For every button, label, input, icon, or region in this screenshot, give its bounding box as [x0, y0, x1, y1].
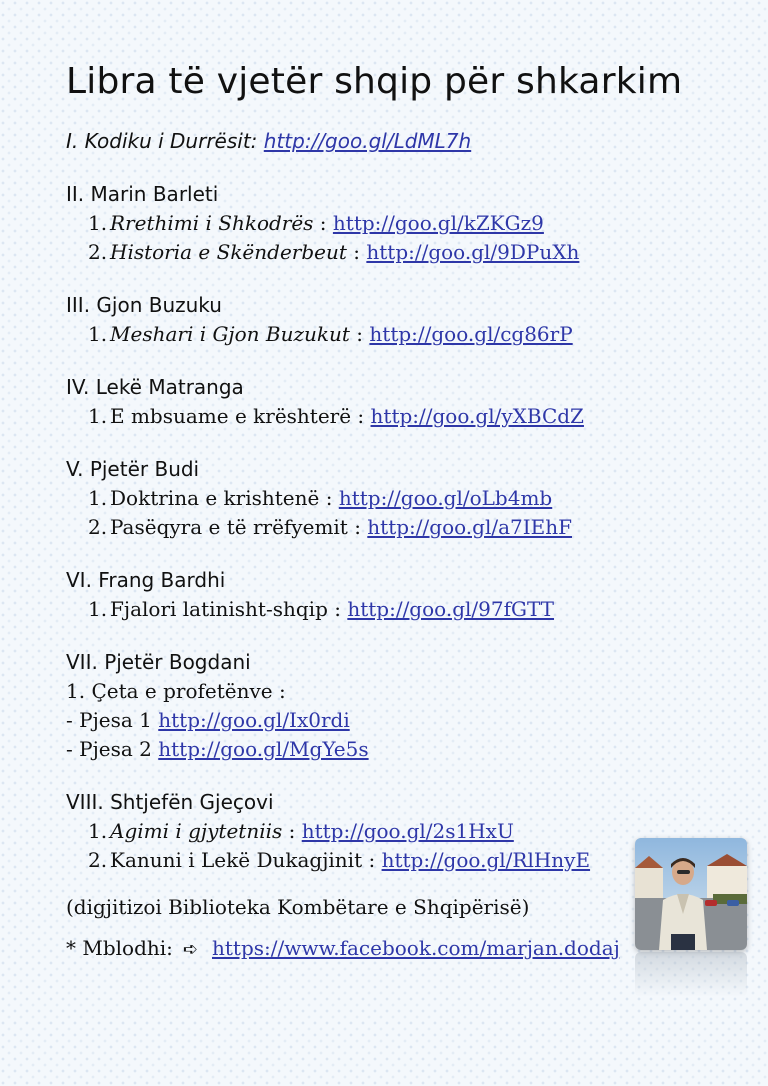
book-link[interactable]: http://goo.gl/cg86rP [369, 322, 573, 347]
list-item: 1. Fjalori latinisht-shqip : http://goo.gl/97fGTT [88, 597, 555, 622]
book-link[interactable]: http://goo.gl/RlHnyE [381, 848, 591, 873]
book-link[interactable]: http://goo.gl/MgYe5s [158, 737, 369, 762]
section-kodiku [66, 127, 746, 156]
section-buzuku [66, 291, 746, 349]
book-link[interactable]: http://goo.gl/Ix0rdi [158, 708, 350, 733]
book-title: Fjalori latinisht-shqip [110, 597, 328, 622]
book-title: Agimi i gjytetniis [110, 819, 283, 844]
book-title: E mbsuame e krështerë [110, 404, 352, 429]
digitization-note: (digjitizoi Biblioteka Kombëtare e Shqipërisë) [66, 895, 530, 920]
book-title: Kanuni i Lekë Dukagjinit [110, 848, 363, 873]
section-matranga [66, 373, 746, 431]
section-heading: VIII. Shtjefën Gjeçovi [66, 790, 274, 815]
list-item: - Pjesa 1 http://goo.gl/Ix0rdi [66, 708, 350, 733]
book-title: Meshari i Gjon Buzukut [110, 322, 350, 347]
book-link[interactable]: http://goo.gl/9DPuXh [366, 240, 580, 265]
arrow-icon: ➪ [182, 939, 198, 961]
list-item: 2. Historia e Skënderbeut : http://goo.gl/9DPuXh [88, 240, 580, 265]
list-item: 1. E mbsuame e krështerë : http://goo.gl/yXBCdZ [88, 404, 584, 429]
section-bogdani [66, 648, 746, 764]
section-heading: V. Pjetër Budi [66, 457, 200, 482]
facebook-link[interactable]: https://www.facebook.com/marjan.dodaj [212, 936, 620, 961]
list-item: 1. Çeta e profetënve : [66, 679, 286, 704]
list-item: 1. Rrethimi i Shkodrës : http://goo.gl/kZKGz9 [88, 211, 544, 236]
list-item: 1. Agimi i gjytetniis : http://goo.gl/2s1HxU [88, 819, 514, 844]
section-heading: IV. Lekë Matranga [66, 375, 244, 400]
section-barleti [66, 180, 746, 267]
book-title: Rrethimi i Shkodrës [110, 211, 314, 236]
section-heading: VII. Pjetër Bogdani [66, 650, 251, 675]
section-bardhi [66, 566, 746, 624]
book-link[interactable]: http://goo.gl/yXBCdZ [370, 404, 584, 429]
section-budi [66, 455, 746, 542]
section-heading: I. Kodiku i Durrësit: [66, 129, 258, 154]
book-link[interactable]: http://goo.gl/kZKGz9 [332, 211, 544, 236]
list-item: 2. Kanuni i Lekë Dukagjinit : http://goo.gl/RlHnyE [88, 848, 591, 873]
book-link[interactable]: http://goo.gl/2s1HxU [301, 819, 514, 844]
book-link[interactable]: http://goo.gl/oLb4mb [338, 486, 553, 511]
author-photo [635, 838, 747, 950]
list-item: 2. Pasëqyra e të rrëfyemit : http://goo.gl/a7IEhF [88, 515, 573, 540]
credit-label: * Mblodhi: [66, 936, 173, 961]
book-title: Doktrina e krishtenë [110, 486, 320, 511]
link-kodiku[interactable]: http://goo.gl/LdML7h [263, 129, 472, 154]
book-title: Historia e Skënderbeut [110, 240, 347, 265]
book-title: Pasëqyra e të rrëfyemit [110, 515, 348, 540]
section-heading: II. Marin Barleti [66, 182, 219, 207]
page-title: Libra të vjetër shqip për shkarkim [66, 61, 683, 102]
book-link[interactable]: http://goo.gl/a7IEhF [367, 515, 573, 540]
book-link[interactable]: http://goo.gl/97fGTT [347, 597, 555, 622]
list-item: 1. Meshari i Gjon Buzukut : http://goo.gl/cg86rP [88, 322, 573, 347]
list-item: - Pjesa 2 http://goo.gl/MgYe5s [66, 737, 369, 762]
photo-reflection [635, 952, 747, 997]
list-item: 1. Doktrina e krishtenë : http://goo.gl/oLb4mb [88, 486, 553, 511]
document-page [66, 60, 746, 964]
section-heading: III. Gjon Buzuku [66, 293, 222, 318]
section-heading: VI. Frang Bardhi [66, 568, 226, 593]
author-photo-icon [635, 838, 747, 950]
